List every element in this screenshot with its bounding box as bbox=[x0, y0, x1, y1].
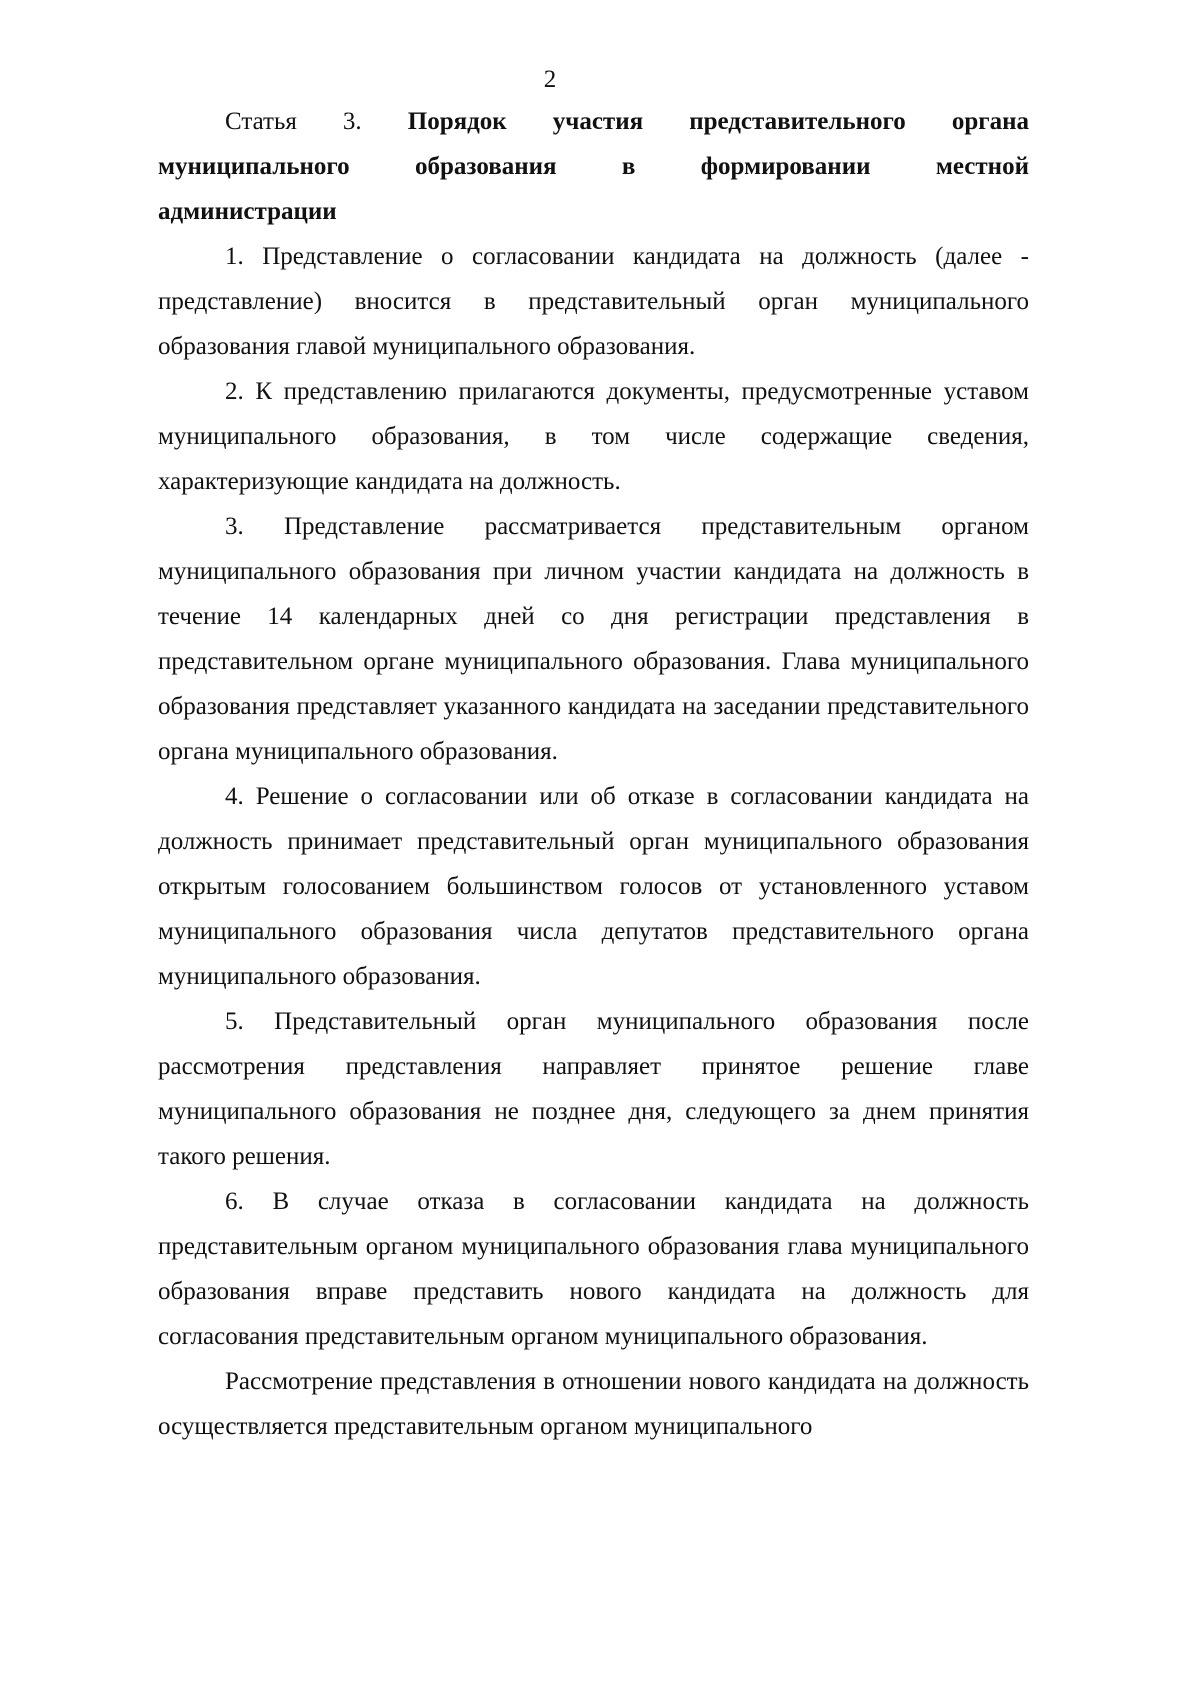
paragraph-3: 3. Представление рассматривается представительным органом муниципального образования при личном участии кандидата на должность в течение 14 календарных дней со дня регистрации представления в представительном органе муниципального образования. Глава муниципального образования представляет указанного кандидата на заседании представительного органа муниципального образования. bbox=[158, 513, 1029, 765]
document-body bbox=[158, 99, 1029, 1449]
paragraph-4: 4. Решение о согласовании или об отказе в согласовании кандидата на должность принимает представительный орган муниципального образования открытым голосованием большинством голосов от установленного уставом муниципального образования числа депутатов представительного органа муниципального образования. bbox=[158, 783, 1029, 990]
paragraph-2: 2. К представлению прилагаются документы, предусмотренные уставом муниципального образования, в том числе содержащие сведения, характеризующие кандидата на должность. bbox=[158, 378, 1029, 495]
paragraph-6: 6. В случае отказа в согласовании кандидата на должность представительным органом муниципального образования глава муниципального образования вправе представить нового кандидата на должность для согласования представительным органом муниципального образования. bbox=[158, 1188, 1029, 1350]
page-number: 2 bbox=[543, 66, 557, 93]
article-heading bbox=[158, 99, 1029, 234]
paragraph-1: 1. Представление о согласовании кандидата на должность (далее - представление) вносится в представительный орган муниципального образования главой муниципального образования. bbox=[158, 243, 1029, 360]
paragraph-7: Рассмотрение представления в отношении нового кандидата на должность осуществляется представительным органом муниципального bbox=[158, 1368, 1029, 1440]
article-title: Порядок участия представительного органа муниципального образования в формировании местной администрации bbox=[158, 108, 1030, 225]
paragraph-5: 5. Представительный орган муниципального образования после рассмотрения представления направляет принятое решение главе муниципального образования не позднее дня, следующего за днем принятия такого решения. bbox=[158, 1008, 1029, 1170]
article-label: Статья 3. bbox=[225, 108, 362, 135]
